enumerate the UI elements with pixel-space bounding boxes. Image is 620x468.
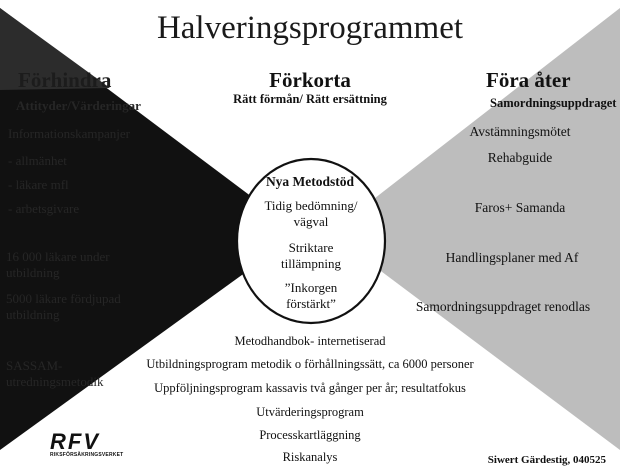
left-item: Informationskampanjer: [8, 126, 131, 141]
left-item: SASSAM-: [6, 358, 63, 373]
right-item: Rehabguide: [487, 150, 553, 165]
page-title: Halveringsprogrammet: [156, 10, 464, 46]
left-heading: Förhindra: [18, 68, 112, 92]
left-item: 16 000 läkare under: [6, 249, 110, 264]
rfv-logo: [50, 429, 124, 458]
left-item: - allmänhet: [8, 153, 67, 168]
bottom-item: Metodhandbok- internetiserad: [234, 334, 386, 348]
circle-title: Nya Metodstöd: [265, 174, 355, 189]
bottom-item: Uppföljningsprogram kassavis två gånger per år; resultatfokus: [154, 381, 466, 395]
right-item: Avstämningsmötet: [469, 124, 571, 139]
middle-heading: Förkorta: [269, 68, 351, 92]
left-subheading: Attityder/Värderingar: [16, 98, 141, 113]
bottom-item: Processkartläggning: [259, 428, 361, 442]
right-item: Samordningsuppdraget renodlas: [415, 299, 591, 314]
right-subheading: Samordningsuppdraget: [490, 96, 617, 110]
left-item: - arbetsgivare: [8, 201, 80, 216]
left-item: utredningsmetodik: [6, 374, 104, 389]
circle-item: Striktare tillämpning: [281, 240, 341, 271]
left-item: 5000 läkare fördjupad: [6, 291, 121, 306]
bottom-item: Utvärderingsprogram: [256, 405, 364, 419]
rfv-logo-mark: RFV: [50, 429, 100, 454]
left-item: - läkare mfl: [8, 177, 69, 192]
bottom-item: Riskanalys: [282, 450, 338, 464]
left-item: utbildning: [6, 265, 60, 280]
circle-item: ”Inkorgen förstärkt”: [284, 280, 338, 311]
circle-item: Tidig bedömning/ vägval: [264, 198, 358, 229]
bottom-item: Utbildningsprogram metodik o förhållningssätt, ca 6000 personer: [146, 357, 474, 371]
right-heading: Föra åter: [486, 68, 571, 92]
rfv-logo-caption: RIKSFÖRSÄKRINGSVERKET: [50, 452, 124, 458]
left-item: utbildning: [6, 307, 60, 322]
signature: Siwert Gärdestig, 040525: [487, 454, 606, 466]
middle-subheading: Rätt förmån/ Rätt ersättning: [233, 92, 387, 106]
right-item: Faros+ Samanda: [474, 200, 566, 215]
right-item: Handlingsplaner med Af: [445, 250, 579, 265]
